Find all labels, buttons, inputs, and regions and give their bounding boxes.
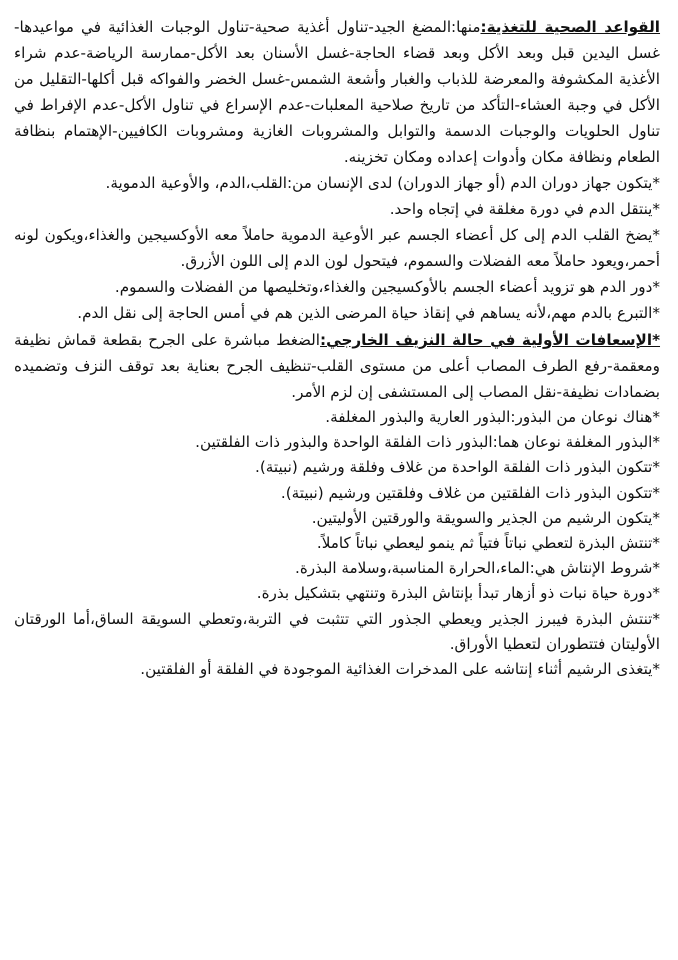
seed-line: *تنتش البذرة فيبرز الجذير ويعطي الجذور التي تتثبت في التربة،وتعطي السويقة الساق،أما الورقتان الأوليتان فتتطوران لتعطيا الأوراق. bbox=[14, 609, 660, 653]
first-aid-heading: *الإسعافات الأولية في حالة النزيف الخارجي: bbox=[320, 331, 661, 349]
seed-line: *شروط الإنتاش هي:الماء،الحرارة المناسبة،وسلامة البذرة. bbox=[295, 559, 660, 578]
seed-line: *تنتش البذرة لتعطي نباتاً فتياً ثم ينمو ليعطي نباتاً كاملاً. bbox=[316, 534, 660, 553]
heart-pumping-paragraph bbox=[14, 222, 660, 274]
blood-role-text: *دور الدم هو تزويد أعضاء الجسم بالأوكسيجين والغذاء،وتخليصها من الفضلات والسموم. bbox=[114, 278, 660, 296]
seed-line: *يتغذى الرشيم أثناء إنتاشه على المدخرات الغذائية الموجودة في الفلقة أو الفلقتين. bbox=[140, 660, 660, 679]
nutrition-rules-heading: القواعد الصحية للتغذية: bbox=[480, 18, 661, 36]
blood-loop-paragraph bbox=[14, 196, 660, 222]
seed-line: *يتكون الرشيم من الجذير والسويقة والورقتين الأوليتين. bbox=[311, 508, 660, 527]
first-aid-text: الضغط مباشرة على الجرح بقطعة قماش نظيفة ومعقمة-رفع الطرف المصاب أعلى من مستوى القلب-تنظيف الجرح بعناية بعد توقف النزف وتضميده بضمادات نظيفة-نقل المصاب إلى المستشفى إن لزم الأمر. bbox=[14, 331, 660, 401]
seed-line: *هناك نوعان من البذور:البذور العارية والبذور المغلفة. bbox=[325, 408, 660, 426]
circulatory-system-text: *يتكون جهاز دوران الدم (أو جهاز الدوران) لدى الإنسان من:القلب،الدم، والأوعية الدموية. bbox=[105, 174, 660, 192]
seeds-section bbox=[14, 405, 660, 682]
seed-line: *البذور المغلفة نوعان هما:البذور ذات الفلقة الواحدة والبذور ذات الفلقتين. bbox=[195, 433, 660, 452]
first-aid-paragraph bbox=[14, 327, 660, 405]
blood-donation-text: *التبرع بالدم مهم،لأنه يساهم في إنقاذ حياة المرضى الذين هم في أمس الحاجة إلى نقل الدم. bbox=[77, 304, 660, 322]
seed-line: *تتكون البذور ذات الفلقة الواحدة من غلاف وفلقة ورشيم (نبيتة). bbox=[255, 458, 660, 477]
nutrition-rules-paragraph bbox=[14, 14, 660, 170]
blood-role-paragraph bbox=[14, 274, 660, 300]
blood-donation-paragraph bbox=[14, 300, 660, 326]
seed-line: *تتكون البذور ذات الفلقتين من غلاف وفلقتين ورشيم (نبيتة). bbox=[280, 483, 660, 502]
heart-pumping-text: *يضخ القلب الدم إلى كل أعضاء الجسم عبر الأوعية الدموية حاملاً معه الأوكسيجين والغذاء،ويكون لونه أحمر،ويعود حاملاً معه الفضلات والسموم، فيتحول لون الدم إلى اللون الأزرق. bbox=[14, 226, 660, 270]
circulatory-system-paragraph bbox=[14, 170, 660, 196]
blood-loop-text: *ينتقل الدم في دورة مغلقة في إتجاه واحد. bbox=[389, 200, 660, 218]
seed-line: *دورة حياة نبات ذو أزهار تبدأ بإنتاش البذرة وتنتهي بتشكيل بذرة. bbox=[256, 584, 660, 603]
nutrition-rules-text: منها:المضغ الجيد-تناول أغذية صحية-تناول الوجبات الغذائية في مواعيدها-غسل اليدين قبل وبعد الأكل وبعد قضاء الحاجة-غسل الأسنان بعد الأكل-ممارسة الرياضة-عدم شراء الأغذية المكشوفة والمعرضة للذباب والغبار وأشعة الشمس-غسل الخضر والفواكه قبل أكلها-التقليل من الأكل في وجبة العشاء-التأكد من تاريخ صلاحية المعلبات-عدم الإسراع في تناول الأكل-عدم الإفراط في تناول الحلويات والوجبات الدسمة والتوابل والمشروبات الغازية ومشروبات الكافيين-الإهتمام بنظافة الطعام ونظافة مكان وأدوات إعداده ومكان تخزينه. bbox=[14, 18, 660, 166]
